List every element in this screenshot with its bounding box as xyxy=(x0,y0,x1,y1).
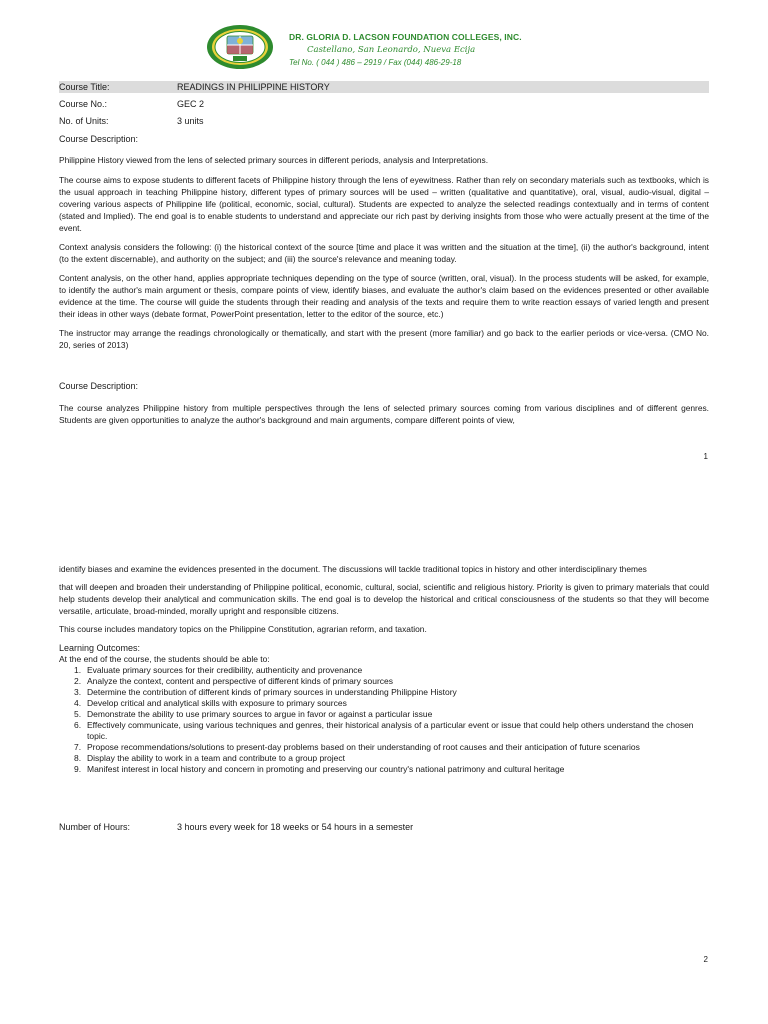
section-heading: Course Description: xyxy=(59,381,139,391)
outcome-text: Demonstrate the ability to use primary sources to argue in favor or against a particular issue xyxy=(87,709,433,719)
list-item: 6. Effectively communicate, using various techniques and genres, their historical analysis of a particular event or issue that could help others understand the chosen topic. xyxy=(74,720,694,741)
page-number: 1 xyxy=(703,452,708,461)
page2-body xyxy=(59,563,709,775)
outcome-text: Analyze the context, content and perspective of different kinds of primary sources xyxy=(87,676,394,686)
paragraph: This course includes mandatory topics on the Philippine Constitution, agrarian reform, and taxation. xyxy=(59,624,427,634)
list-item: 5. Demonstrate the ability to use primary sources to argue in favor or against a particular issue xyxy=(74,709,433,719)
institution-contact: Tel No. ( 044 ) 486 – 2919 / Fax (044) 486-29-18 xyxy=(289,58,462,67)
outcome-text: Evaluate primary sources for their credibility, authenticity and provenance xyxy=(87,665,363,675)
list-item: 9. Manifest interest in local history and concern in promoting and preserving our country's national patrimony and cultural heritage xyxy=(74,764,565,774)
paragraph: identify biases and examine the evidences presented in the document. The discussions will tackle traditional topics in history and other interdisciplinary themes xyxy=(59,564,647,574)
document-page-1 xyxy=(0,0,768,470)
outcome-text: Determine the contribution of different kinds of primary sources in understanding Philippine History xyxy=(87,687,457,697)
learning-outcomes-intro: At the end of the course, the students should be able to: xyxy=(59,654,270,664)
list-item: 2. Analyze the context, content and perspective of different kinds of primary sources xyxy=(74,676,394,686)
field-value: GEC 2 xyxy=(177,99,205,109)
paragraph: The course analyzes Philippine history from multiple perspectives through the lens of selected primary sources coming from various disciplines and of different genres. Students are given opportunities to analyze the author's background and main arguments, compare different points of view, xyxy=(59,403,709,425)
field-label: Number of Hours: xyxy=(59,822,131,832)
paragraph: that will deepen and broaden their understanding of Philippine political, economic, cultural, social, scientific and religious history. Priority is given to primary materials that could help students develop their analytical and communication skills. The end goal is to develop the historical and critical consciousness of the students so that they will become versatile, articulate, broad-minded, morally upright and responsible citizens. xyxy=(59,582,709,616)
institution-address: Castellano, San Leonardo, Nueva Ecija xyxy=(307,45,476,55)
list-item: 7. Propose recommendations/solutions to present-day problems based on their understanding of root causes and their anticipation of future scenarios xyxy=(74,742,640,752)
field-value: READINGS IN PHILIPPINE HISTORY xyxy=(177,82,330,92)
field-label: Course No.: xyxy=(59,99,108,109)
field-label: No. of Units: xyxy=(59,116,109,126)
outcome-text: Propose recommendations/solutions to present-day problems based on their understanding of root causes and their anticipation of future scenarios xyxy=(87,742,640,752)
field-label: Course Title: xyxy=(59,82,110,92)
letterhead xyxy=(205,24,565,72)
page-number: 2 xyxy=(703,955,708,964)
course-description-heading-2 xyxy=(59,380,709,392)
list-item: 3. Determine the contribution of different kinds of primary sources in understanding Philippine History xyxy=(74,687,457,697)
paragraph: Context analysis considers the following: (i) the historical context of the source [time and place it was written and the situation at the time], (ii) the author's background, intent (to the extent discernable), and authority on the subject; and (iii) the source's relevance and meaning today. xyxy=(59,242,709,264)
field-value: 3 hours every week for 18 weeks or 54 hours in a semester xyxy=(177,822,414,832)
units-row xyxy=(59,115,709,127)
paragraph: Content analysis, on the other hand, applies appropriate techniques depending on the type of source (written, oral, visual). In the process students will be asked, for example, to identify the author's main argument or thesis, compare points of view, identify biases, and evaluate the author's claim based on the evidences presented or other available evidence at the time. The course will guide the students through their reading and analysis of the texts and require them to write reaction essays of varied length and present their ideas in other ways (debate format, PowerPoint presentation, letter to the editor of the source, etc.) xyxy=(59,273,709,319)
paragraph: The course aims to expose students to different facets of Philippine history through the lens of eyewitness. Rather than rely on secondary materials such as textbooks, which is the usual approach in teaching Philippine history, different types of primary sources will be used – written (qualitative and quantitative), oral, visual, audio-visual, digital – covering various aspects of Philippine life (political, economic, social, cultural). Students are expected to analyze the selected readings contextually and in terms of content (stated and Implied). The end goal is to enable students to understand and appreciate our rich past by deriving insights from those who were actually present at the time of the event. xyxy=(59,175,709,233)
description-block xyxy=(59,154,709,351)
field-value: 3 units xyxy=(177,116,204,126)
outcome-text: Display the ability to work in a team and contribute to a group project xyxy=(87,753,345,763)
college-seal-logo xyxy=(205,24,275,70)
learning-outcomes-title: Learning Outcomes: xyxy=(59,643,141,653)
course-no-row xyxy=(59,98,709,110)
hours-row xyxy=(59,821,709,833)
course-title-row xyxy=(59,81,709,93)
course-description-row xyxy=(59,133,709,145)
list-item: 4. Develop critical and analytical skills with exposure to primary sources xyxy=(74,698,347,708)
outcome-text: Effectively communicate, using various techniques and genres, their historical analysis of a particular event or issue that could help others understand the chosen topic. xyxy=(87,720,694,741)
outcome-text: Manifest interest in local history and concern in promoting and preserving our country's national patrimony and cultural heritage xyxy=(87,764,565,774)
list-item: 8. Display the ability to work in a team and contribute to a group project xyxy=(74,753,345,763)
paragraph: The instructor may arrange the readings chronologically or thematically, and start with the present (more familiar) and go back to the earlier periods or vice-versa. (CMO No. 20, series of 2013) xyxy=(59,328,709,350)
list-item: 1. Evaluate primary sources for their credibility, authenticity and provenance xyxy=(74,665,363,675)
document-page-2 xyxy=(0,470,768,1024)
learning-outcomes-list xyxy=(59,665,709,775)
field-label: Course Description: xyxy=(59,134,139,144)
continued-block xyxy=(59,402,709,426)
institution-name: DR. GLORIA D. LACSON FOUNDATION COLLEGES, INC. xyxy=(289,32,522,42)
outcome-text: Develop critical and analytical skills with exposure to primary sources xyxy=(87,698,347,708)
paragraph: Philippine History viewed from the lens of selected primary sources in different periods, analysis and Interpretations. xyxy=(59,155,489,165)
